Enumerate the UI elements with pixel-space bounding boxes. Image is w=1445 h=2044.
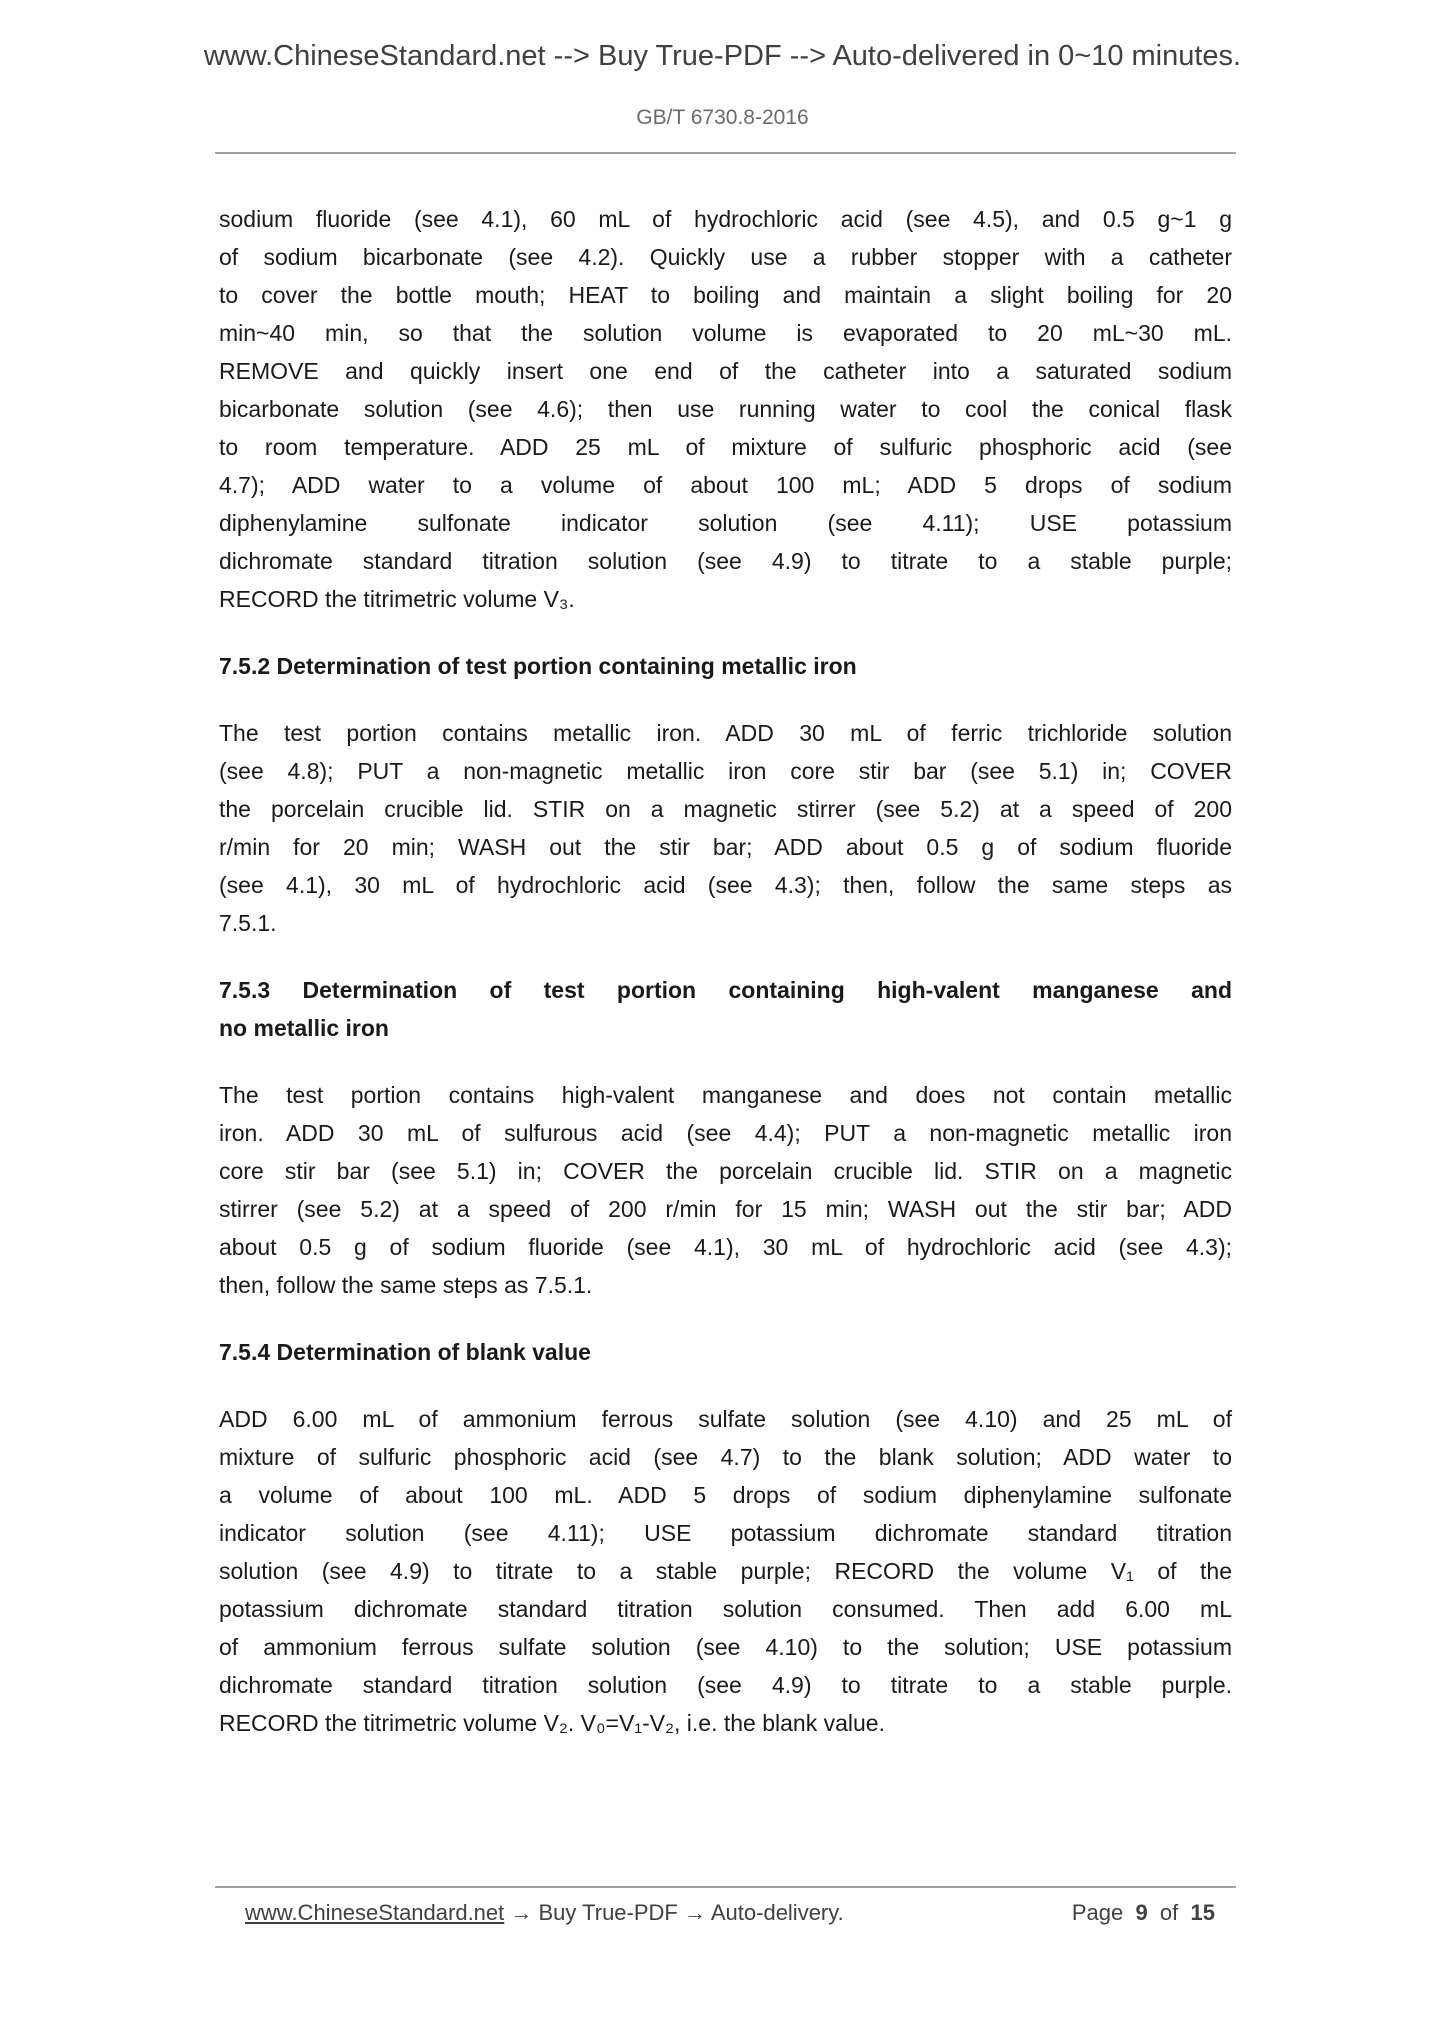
text-line: indicator solution (see 4.11); USE potassium dichromate standard titration	[219, 1520, 1232, 1546]
section-heading	[219, 1333, 1232, 1371]
text-line: of sodium bicarbonate (see 4.2). Quickly use a rubber stopper with a catheter	[219, 244, 1232, 270]
text-line: (see 4.8); PUT a non-magnetic metallic iron core stir bar (see 5.1) in; COVER	[219, 758, 1232, 784]
section-heading	[219, 647, 1232, 685]
footer-divider	[215, 1886, 1236, 1888]
paragraph	[219, 1076, 1232, 1304]
text-line: RECORD the titrimetric volume V₂. V₀=V₁-V₂, i.e. the blank value.	[219, 1710, 885, 1736]
document-body	[219, 200, 1232, 1771]
text-line: 7.5.1.	[219, 910, 277, 936]
text-line: RECORD the titrimetric volume V₃.	[219, 586, 575, 612]
text-line: min~40 min, so that the solution volume is evaporated to 20 mL~30 mL.	[219, 320, 1232, 346]
text-line: The test portion contains high-valent manganese and does not contain metallic	[219, 1082, 1232, 1108]
text-line: The test portion contains metallic iron. ADD 30 mL of ferric trichloride solution	[219, 720, 1232, 746]
footer-text: → Buy True-PDF → Auto-delivery.	[504, 1900, 844, 1925]
text-line: iron. ADD 30 mL of sulfurous acid (see 4.4); PUT a non-magnetic metallic iron	[219, 1120, 1232, 1146]
text-line: solution (see 4.9) to titrate to a stable purple; RECORD the volume V₁ of the	[219, 1558, 1232, 1584]
text-line: of ammonium ferrous sulfate solution (see 4.10) to the solution; USE potassium	[219, 1634, 1232, 1660]
text-line: diphenylamine sulfonate indicator solution (see 4.11); USE potassium	[219, 510, 1232, 536]
text-line: no metallic iron	[219, 1015, 389, 1041]
paragraph	[219, 714, 1232, 942]
header-divider	[215, 152, 1236, 154]
text-line: about 0.5 g of sodium fluoride (see 4.1), 30 mL of hydrochloric acid (see 4.3);	[219, 1234, 1232, 1260]
text-line: 4.7); ADD water to a volume of about 100 mL; ADD 5 drops of sodium	[219, 472, 1232, 498]
text-line: core stir bar (see 5.1) in; COVER the porcelain crucible lid. STIR on a magnetic	[219, 1158, 1232, 1184]
text-line: REMOVE and quickly insert one end of the catheter into a saturated sodium	[219, 358, 1232, 384]
text-line: mixture of sulfuric phosphoric acid (see 4.7) to the blank solution; ADD water to	[219, 1444, 1232, 1470]
section-heading	[219, 971, 1232, 1047]
text-line: then, follow the same steps as 7.5.1.	[219, 1272, 593, 1298]
header-banner: www.ChineseStandard.net --> Buy True-PDF --> Auto-delivered in 0~10 minutes.	[203, 40, 1242, 72]
footer	[245, 1898, 1215, 1928]
text-line: dichromate standard titration solution (see 4.9) to titrate to a stable purple;	[219, 548, 1232, 574]
paragraph	[219, 200, 1232, 618]
page-total: 15	[1190, 1900, 1215, 1925]
text-line: potassium dichromate standard titration solution consumed. Then add 6.00 mL	[219, 1596, 1232, 1622]
paragraph	[219, 1400, 1232, 1742]
standard-code: GB/T 6730.8-2016	[636, 106, 809, 129]
page-indicator	[1072, 1898, 1215, 1928]
text-line: to cover the bottle mouth; HEAT to boiling and maintain a slight boiling for 20	[219, 282, 1232, 308]
text-line: (see 4.1), 30 mL of hydrochloric acid (see 4.3); then, follow the same steps as	[219, 872, 1232, 898]
page-label: Page	[1071, 1900, 1124, 1925]
text-line: bicarbonate solution (see 4.6); then use running water to cool the conical flask	[219, 396, 1232, 422]
text-line: stirrer (see 5.2) at a speed of 200 r/min for 15 min; WASH out the stir bar; ADD	[219, 1196, 1232, 1222]
text-line: r/min for 20 min; WASH out the stir bar; ADD about 0.5 g of sodium fluoride	[219, 834, 1232, 860]
text-line: ADD 6.00 mL of ammonium ferrous sulfate solution (see 4.10) and 25 mL of	[219, 1406, 1232, 1432]
text-line: to room temperature. ADD 25 mL of mixture of sulfuric phosphoric acid (see	[219, 434, 1232, 460]
text-line: a volume of about 100 mL. ADD 5 drops of sodium diphenylamine sulfonate	[219, 1482, 1232, 1508]
text-line: 7.5.3 Determination of test portion containing high-valent manganese and	[219, 977, 1232, 1003]
text-line: dichromate standard titration solution (see 4.9) to titrate to a stable purple.	[219, 1672, 1232, 1698]
footer-link[interactable]: www.ChineseStandard.net	[245, 1900, 505, 1925]
text-line: sodium fluoride (see 4.1), 60 mL of hydrochloric acid (see 4.5), and 0.5 g~1 g	[219, 206, 1232, 232]
text-line: 7.5.4 Determination of blank value	[219, 1339, 591, 1365]
page-current: 9	[1135, 1900, 1148, 1925]
text-line: the porcelain crucible lid. STIR on a magnetic stirrer (see 5.2) at a speed of 200	[219, 796, 1232, 822]
text-line: 7.5.2 Determination of test portion containing metallic iron	[219, 653, 857, 679]
page-of: of	[1159, 1900, 1179, 1925]
